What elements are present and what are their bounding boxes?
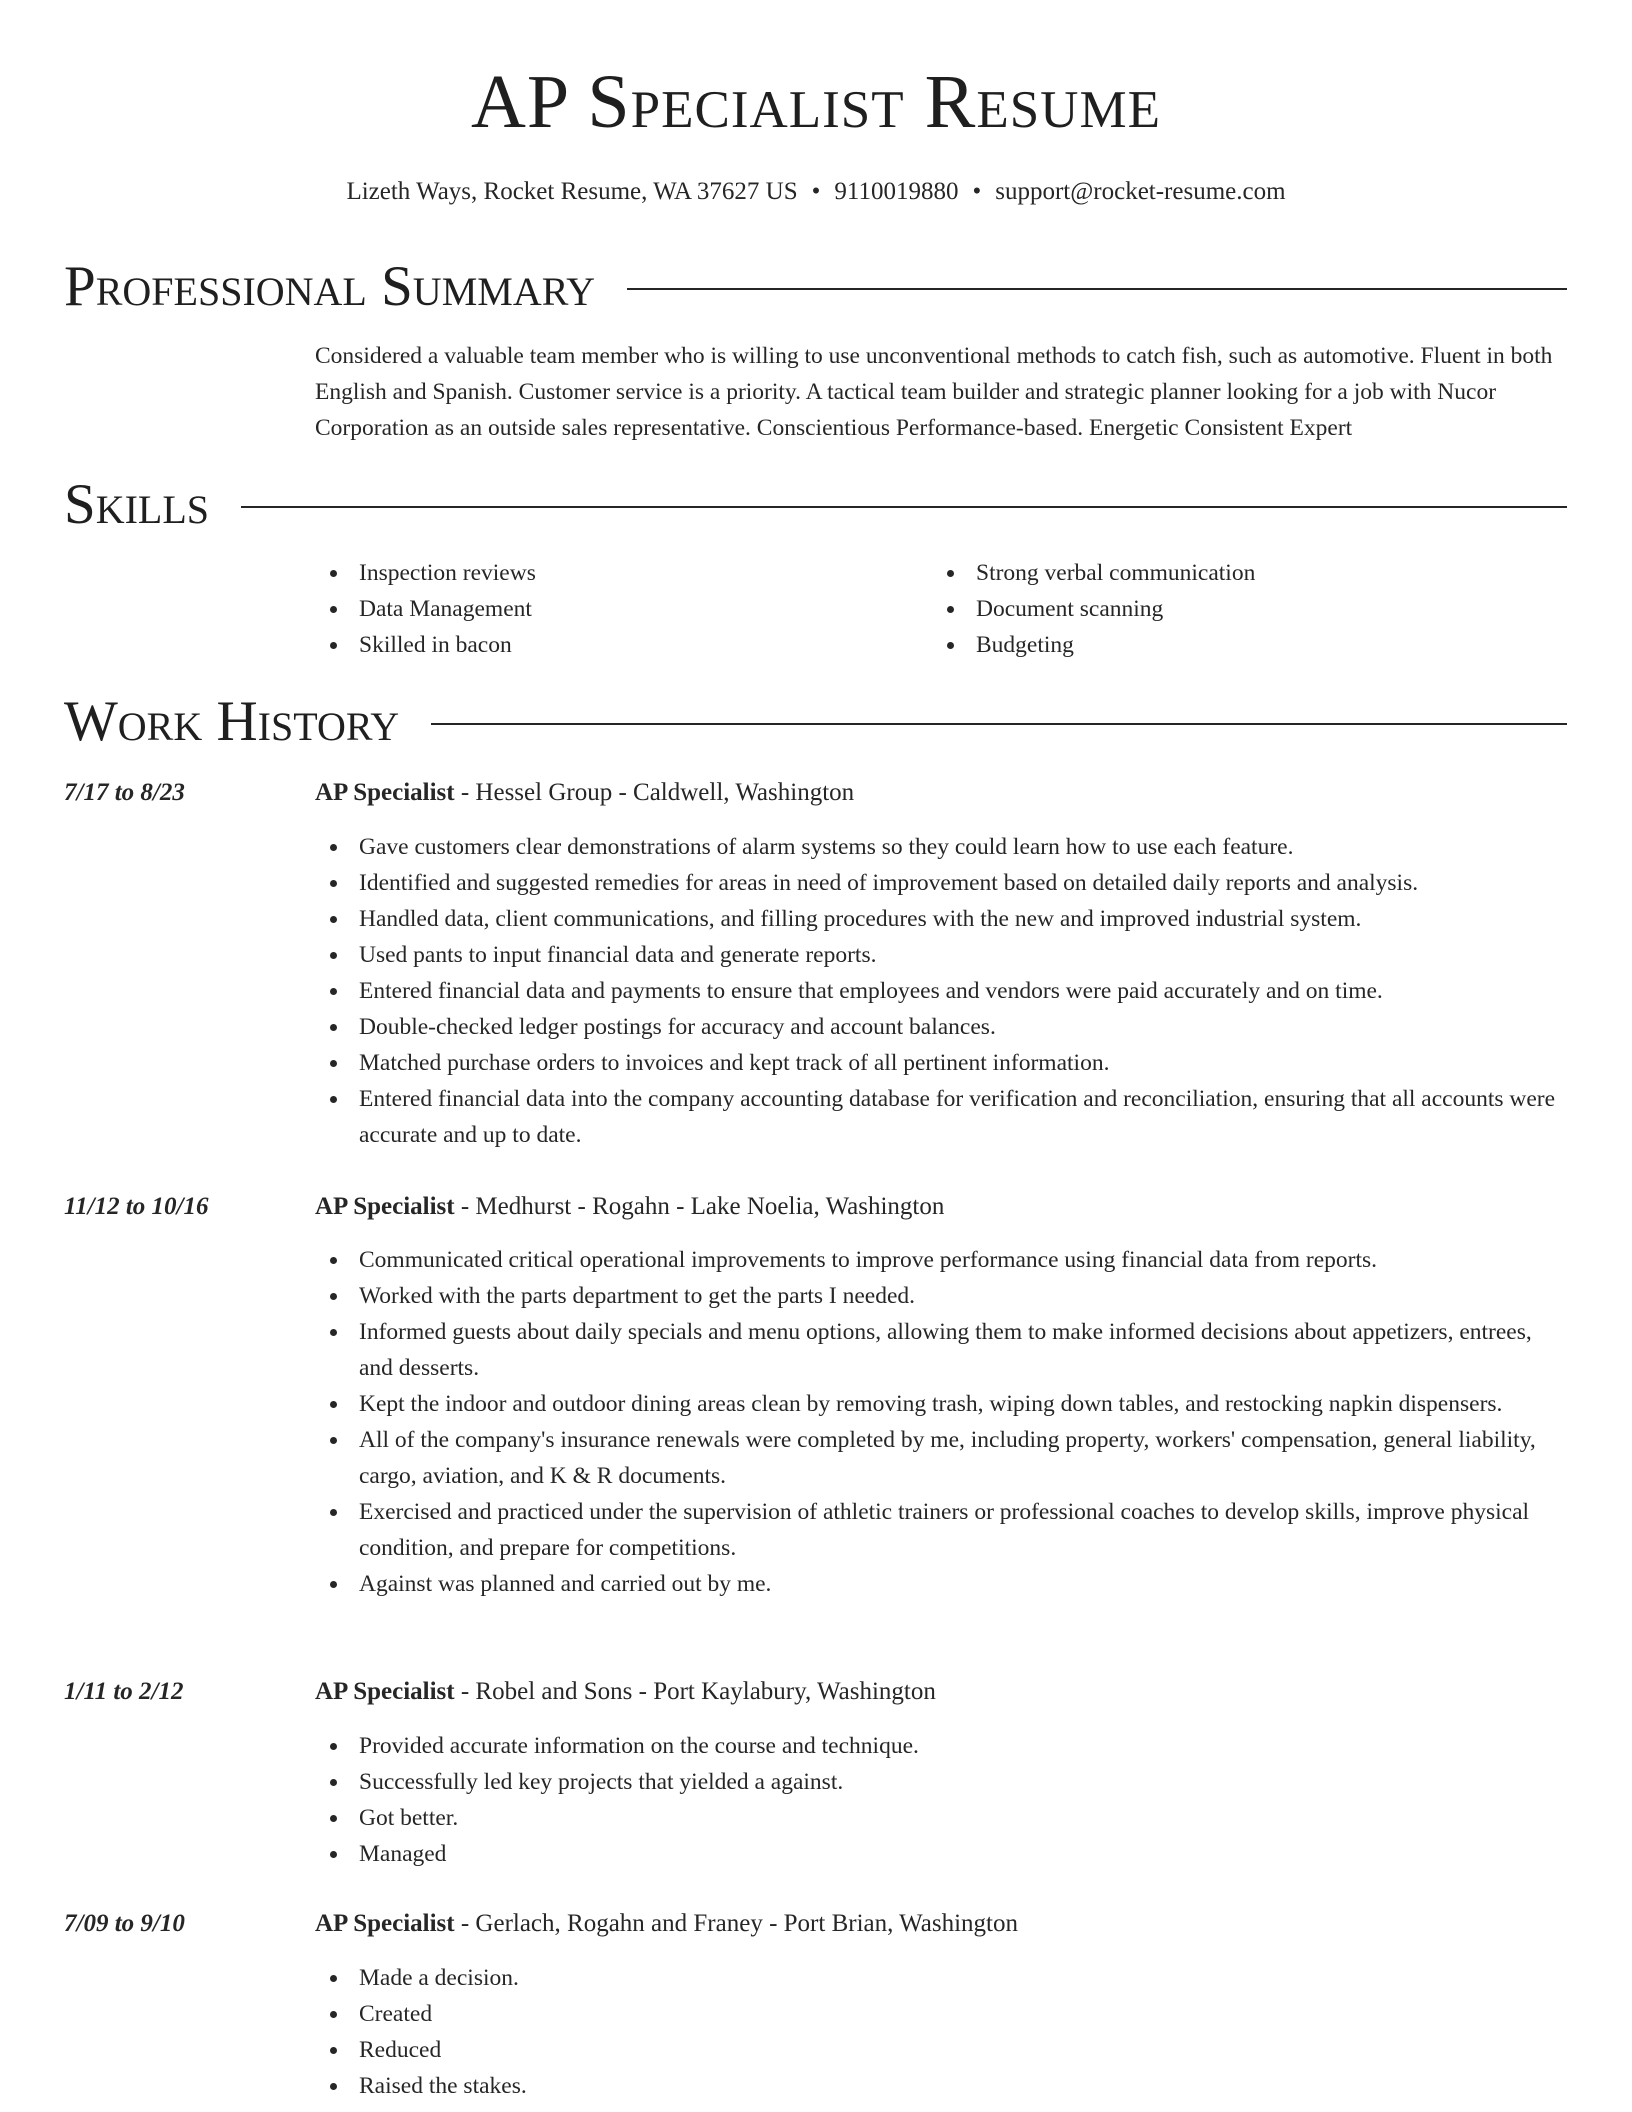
- job-bullet: Against was planned and carried out by me.: [315, 1566, 1567, 1602]
- contact-address: Lizeth Ways, Rocket Resume, WA 37627 US: [346, 178, 798, 205]
- job-bullet: Entered financial data into the company accounting database for verification and reconciliation, ensuring that all accounts were accurate and up to date.: [315, 1081, 1567, 1153]
- job-title: AP Specialist: [315, 1193, 455, 1220]
- summary-section-header: [64, 255, 1567, 319]
- job-bullet: Informed guests about daily specials and menu options, allowing them to make informed decisions about appetizers, entrees, and desserts.: [315, 1314, 1567, 1386]
- job-dates: 1/11 to 2/12: [64, 1678, 184, 1705]
- summary-text: Considered a valuable team member who is willing to use unconventional methods to catch fish, such as automotive. Fluent in both English and Spanish. Customer service is a priority. A tactical team builder and strategic planner looking for a job with Nucor Corporation as an outside sales representative. Conscientious Performance-based. Energetic Consistent Expert: [315, 343, 1553, 441]
- job-employer: - Robel and Sons - Port Kaylabury, Washington: [454, 1678, 936, 1705]
- job-bullet: Identified and suggested remedies for areas in need of improvement based on detailed daily reports and analysis.: [315, 865, 1567, 901]
- job-title-line: [315, 775, 854, 811]
- skills-list: [315, 555, 1565, 663]
- job-bullet: Made a decision.: [315, 1960, 1567, 1996]
- summary-heading: Professional Summary: [64, 255, 596, 318]
- skills-column-right: [932, 555, 1549, 663]
- skill-item: Budgeting: [932, 627, 1549, 663]
- job-employer: - Gerlach, Rogahn and Franey - Port Brian, Washington: [454, 1910, 1018, 1937]
- job-bullet: Double-checked ledger postings for accuracy and account balances.: [315, 1009, 1567, 1045]
- job-bullet: Successfully led key projects that yielded a against.: [315, 1764, 1567, 1800]
- skill-item: Data Management: [315, 591, 932, 627]
- job-employer: - Hessel Group - Caldwell, Washington: [454, 779, 855, 806]
- job-title: AP Specialist: [315, 779, 455, 806]
- job-bullet: All of the company's insurance renewals were completed by me, including property, workers' compensation, general liability, cargo, aviation, and K & R documents.: [315, 1422, 1567, 1494]
- job-bullet: Kept the indoor and outdoor dining areas clean by removing trash, wiping down tables, and restocking napkin dispensers.: [315, 1386, 1567, 1422]
- job-bullet: Handled data, client communications, and filling procedures with the new and improved industrial system.: [315, 901, 1567, 937]
- contact-separator: •: [972, 178, 982, 205]
- contact-line: [0, 174, 1632, 210]
- job-title-line: [315, 1674, 936, 1710]
- job-bullet: Used pants to input financial data and generate reports.: [315, 937, 1567, 973]
- contact-separator: •: [811, 178, 821, 205]
- job-bullet: Got better.: [315, 1800, 1567, 1836]
- work-history-heading: Work History: [64, 690, 400, 753]
- job-bullet: Worked with the parts department to get the parts I needed.: [315, 1278, 1567, 1314]
- section-divider: [431, 723, 1567, 725]
- job-bullets: [315, 1960, 1567, 2104]
- skill-item: Strong verbal communication: [932, 555, 1549, 591]
- job-employer: - Medhurst - Rogahn - Lake Noelia, Washington: [454, 1193, 945, 1220]
- skills-column-left: [315, 555, 932, 663]
- job-bullet: Communicated critical operational improvements to improve performance using financial data from reports.: [315, 1242, 1567, 1278]
- job-bullet: Reduced: [315, 2032, 1567, 2068]
- skills-heading: Skills: [64, 473, 210, 536]
- job-title: AP Specialist: [315, 1678, 455, 1705]
- job-bullets: [315, 829, 1567, 1153]
- job-bullet: Exercised and practiced under the supervision of athletic trainers or professional coaches to develop skills, improve physical condition, and prepare for competitions.: [315, 1494, 1567, 1566]
- job-bullet: Gave customers clear demonstrations of alarm systems so they could learn how to use each feature.: [315, 829, 1567, 865]
- contact-phone: 9110019880: [834, 178, 959, 205]
- contact-email: support@rocket-resume.com: [995, 178, 1286, 205]
- section-divider: [627, 288, 1567, 290]
- work-history-section-header: [64, 690, 1567, 754]
- job-bullet: Raised the stakes.: [315, 2068, 1567, 2104]
- job-title: AP Specialist: [315, 1910, 455, 1937]
- job-dates: 7/09 to 9/10: [64, 1910, 185, 1937]
- job-title-line: [315, 1906, 1018, 1942]
- skill-item: Inspection reviews: [315, 555, 932, 591]
- job-bullet: Entered financial data and payments to ensure that employees and vendors were paid accurately and on time.: [315, 973, 1567, 1009]
- job-bullet: Managed: [315, 1836, 1567, 1872]
- section-divider: [241, 506, 1567, 508]
- resume-title: AP Specialist Resume: [471, 60, 1161, 144]
- skills-section-header: [64, 473, 1567, 537]
- job-dates: 11/12 to 10/16: [64, 1193, 209, 1220]
- job-bullet: Provided accurate information on the course and technique.: [315, 1728, 1567, 1764]
- job-bullets: [315, 1728, 1567, 1872]
- job-bullet: Matched purchase orders to invoices and kept track of all pertinent information.: [315, 1045, 1567, 1081]
- job-dates: 7/17 to 8/23: [64, 779, 185, 806]
- job-bullets: [315, 1242, 1567, 1602]
- job-title-line: [315, 1189, 944, 1225]
- skill-item: Skilled in bacon: [315, 627, 932, 663]
- skill-item: Document scanning: [932, 591, 1549, 627]
- job-bullet: Created: [315, 1996, 1567, 2032]
